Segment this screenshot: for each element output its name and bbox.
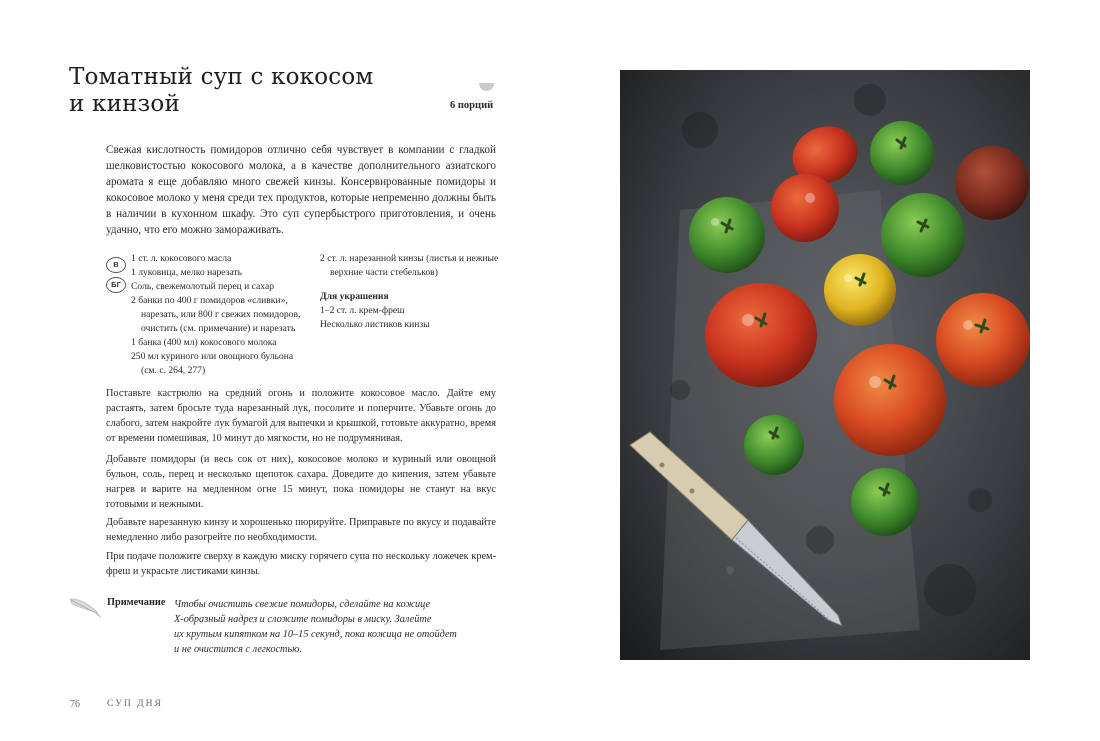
method-step-1: Поставьте кастрюлю на средний огонь и положите кокосовое масло. Дайте ему растаять, затем бросьте туда нарезанный лук, посолите и поперчите. Убавьте огонь до слабого, затем накройте лук бумагой для выпечки и крышкой, готовьте аккуратно, время от времени помешивая, 10 минут до мягкости, но не подрумянивая. <box>106 388 496 444</box>
method-step-3: Добавьте нарезанную кинзу и хорошенько пюрируйте. Приправьте по вкусу и подавайте немедленно либо разогрейте по необходимости. <box>106 517 496 543</box>
recipe-title <box>69 64 449 118</box>
garnish-item: Несколько листиков кинзы <box>320 319 430 330</box>
ingredient-item: 1 ст. л. кокосового масла <box>131 253 232 264</box>
tomatoes-illustration <box>620 70 1030 660</box>
method-step-4: При подаче положите сверху в каждую миску горячего супа по нескольку ложечек крем-фреш и украсьте листиками кинзы. <box>106 551 496 577</box>
half-disc-icon <box>479 83 494 91</box>
method-step-2: Добавьте помидоры (и весь сок от них), кокосовое молоко и куриный или овощной бульон, соль, перец и несколько щепоток сахара. Доведите до кипения, затем убавьте нагрев и варите на медленном огне 15 минут, пока помидоры не станут на вкус готовыми и нежными. <box>106 454 496 510</box>
servings-label: 6 порций <box>450 100 494 111</box>
feather-icon <box>68 596 102 618</box>
ingredient-item: 1 луковица, мелко нарезать <box>131 267 243 278</box>
garnish-item: 1–2 ст. л. крем-фреш <box>320 305 405 316</box>
page-number: 76 <box>70 699 80 710</box>
recipe-title-line-2: и кинзой <box>69 91 180 117</box>
section-title: СУП ДНЯ <box>107 699 163 709</box>
ingredient-item: 2 банки по 400 г помидоров «сливки», нарезать, или 800 г свежих помидоров, очистить (см. примечание) и нарезать <box>131 295 301 334</box>
recipe-title-line-1: Томатный суп с кокосом <box>69 64 374 90</box>
note-line: их крутым кипятком на 10–15 секунд, пока кожица не отойдет <box>174 629 457 640</box>
ingredient-item: 1 банка (400 мл) кокосового молока <box>131 337 277 348</box>
note-text <box>174 597 474 657</box>
note-line: и не очистится с легкостью. <box>174 644 303 655</box>
recipe-intro: Свежая кислотность помидоров отлично себя чувствует в компании с гладкой шелковистостью кокосового молока, а в качестве дополнительного азиатского аромата я еще добавляю много свежей кинзы. Консервированные помидоры и кокосовое молоко у меня среди тех продуктов, которые непременно должны быть в наличии в кухонном шкафу. Это суп супербыстрого приготовления, и очень удачно, что его можно замораживать. <box>106 144 496 236</box>
ingredients-list-right <box>320 252 500 332</box>
ingredient-item: 250 мл куриного или овощного бульона (см. с. 264, 277) <box>131 351 294 376</box>
ingredient-item: Соль, свежемолотый перец и сахар <box>131 281 275 292</box>
vegetarian-badge: В <box>106 257 126 273</box>
note-line: Х-образный надрез и сложите помидоры в миску. Залейте <box>174 614 432 625</box>
note-label: Примечание <box>107 597 166 608</box>
ingredient-item: 2 ст. л. нарезанной кинзы (листья и нежные верхние части стебельков) <box>320 253 499 278</box>
tomatoes-photo <box>620 70 1030 660</box>
note-line: Чтобы очистить свежие помидоры, сделайте на кожице <box>174 599 431 610</box>
gluten-free-badge: БГ <box>106 277 126 293</box>
garnish-heading: Для украшения <box>320 291 389 302</box>
ingredients-list-left <box>131 252 311 378</box>
